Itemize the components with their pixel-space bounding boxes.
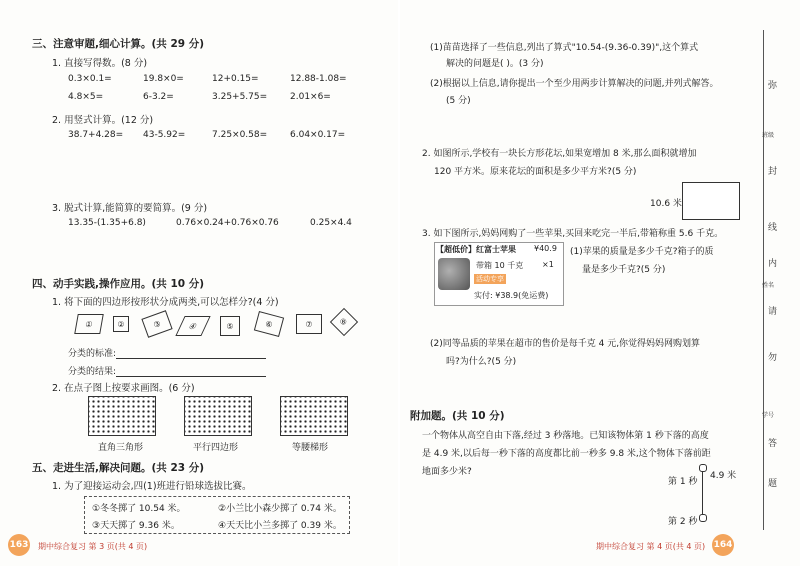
product-weight: 带箱 10 千克 [476,261,524,270]
page-number: 163 [8,534,30,556]
dot-grid[interactable] [88,396,156,436]
q2-item: 7.25×0.58= [212,130,268,140]
extra-title: 附加题。(共 10 分) [410,410,505,422]
classification-result [68,364,266,377]
promo-tag: 活动专享 [476,275,504,283]
q4-2-title: 2. 在点子图上按要求画图。(6 分) [52,383,195,394]
seal-char: 弥 [768,81,778,91]
q-part-2-points: (5 分) [446,96,471,106]
info-item: ②小兰比小森少掷了 0.74 米。 [218,504,342,514]
apple-image [438,258,470,290]
q2-title: 2. 用竖式计算。(12 分) [52,115,154,126]
q2-item: 43-5.92= [143,130,186,140]
seal-char: 内 [768,259,778,269]
shape-label: ⑧ [340,317,348,327]
q1-item: 3.25+5.75= [212,92,268,102]
fall-second-2: 第 2 秒 [668,517,698,527]
q3-item: 0.25×4.4 [310,218,352,228]
left-page [0,0,398,566]
q1-item: 12.88-1.08= [290,74,347,84]
grid-caption: 平行四边形 [193,443,239,453]
quadrilateral-shape [141,310,172,338]
seal-char: 封 [768,167,778,177]
dot-grid[interactable] [280,396,348,436]
shape-label: ① [84,319,94,329]
q3-item: 0.76×0.24+0.76×0.76 [176,218,279,228]
q3-2-text: (2)同等品质的苹果在超市的售价是每千克 4 元,你觉得妈妈网购划算 [430,339,701,349]
fall-line [702,466,703,516]
seal-field-label: 姓名 [762,282,775,289]
seal-char: 勿 [768,353,778,363]
q3-text: 3. 如下图所示,妈妈网购了一些苹果,买回来吃完一半后,带箱称重 5.6 千克。 [422,229,724,239]
quadrilateral-shape [113,316,129,332]
product-paid: 实付: ¥38.9(免运费) [474,291,549,300]
shape-label: ③ [152,318,162,330]
extra-text: 是 4.9 米,以后每一秒下落的高度都比前一秒多 9.8 米,这个物体下落前距 [422,449,711,459]
seal-char: 线 [768,223,778,233]
fall-height-1: 4.9 米 [710,471,737,481]
dot-grid[interactable] [184,396,252,436]
q1-item: 4.8×5= [68,92,104,102]
quadrilateral-shape [220,316,240,336]
classification-standard [68,346,266,359]
q3-item: 13.35-(1.35+6.8) [68,218,146,228]
product-qty: ×1 [542,260,554,269]
q1-item: 19.8×0= [143,74,184,84]
flowerbed-rectangle [682,182,740,220]
answer-line[interactable] [116,366,266,377]
result-label: 分类的结果: [68,367,117,377]
section-4-title: 四、动手实践,操作应用。(共 10 分) [32,278,205,290]
q3-title: 3. 脱式计算,能简算的要简算。(9 分) [52,203,208,214]
seal-char: 题 [768,479,778,489]
info-item: ④天天比小兰多掷了 0.39 米。 [218,521,342,531]
seal-line [763,30,786,530]
quadrilateral-shape [296,314,322,334]
grid-caption: 等腰梯形 [292,443,329,453]
seal-field-label: 学号 [762,412,775,419]
q4-1-title: 1. 将下面的四边形按形状分成两类,可以怎样分?(4 分) [52,297,279,308]
page-footer: 期中综合复习 第 4 页(共 4 页) [596,542,706,551]
grid-caption: 直角三角形 [98,443,144,453]
q3-2-text: 吗?为什么?(5 分) [446,357,517,367]
quadrilateral-shape [330,308,358,336]
q2-text: 120 平方米。原来花坛的面积是多少平方米?(5 分) [434,167,637,177]
extra-text: 一个物体从高空自由下落,经过 3 秒落地。已知该物体第 1 秒下落的高度 [422,431,709,441]
q2-item: 38.7+4.28= [68,130,124,140]
product-title: 【超低价】红富士苹果 [436,245,516,254]
q1-item: 2.01×6= [290,92,331,102]
answer-line[interactable] [116,348,266,359]
rect-width-label: 10.6 米 [650,199,682,209]
q3-1-text: 量是多少千克?(5 分) [582,265,666,275]
object-dot [699,464,707,472]
q-part-2: (2)根据以上信息,请你提出一个至少用两步计算解决的问题,并列式解答。 [430,79,719,89]
q-part-1: (1)苗苗选择了一些信息,列出了算式"10.54-(9.36-0.39)",这个算式 [430,43,699,53]
info-item: ①冬冬掷了 10.54 米。 [92,504,186,514]
shape-label: ⑥ [264,318,274,330]
shape-label: ⑦ [305,319,313,329]
extra-text: 地面多少米? [422,467,472,477]
page-number: 164 [712,534,734,556]
quadrilateral-shape [74,314,104,334]
q1-item: 12+0.15= [212,74,259,84]
fall-second-1: 第 1 秒 [668,477,698,487]
q1-title: 1. 直接写得数。(8 分) [52,58,148,69]
q3-1-text: (1)苹果的质量是多少千克?箱子的质 [570,247,714,257]
seal-char: 请 [768,307,778,317]
q1-item: 0.3×0.1= [68,74,112,84]
product-price: ¥40.9 [534,244,557,253]
seal-char: 答 [768,439,778,449]
info-item: ③天天掷了 9.36 米。 [92,521,180,531]
object-dot [699,514,707,522]
quadrilateral-shape [175,316,210,336]
q2-text: 2. 如图所示,学校有一块长方形花坛,如果宽增加 8 米,那么面积就增加 [422,149,697,159]
q2-item: 6.04×0.17= [290,130,346,140]
std-label: 分类的标准: [68,349,117,359]
shape-label: ④ [187,321,199,331]
section-3-title: 三、注意审题,细心计算。(共 29 分) [32,38,205,50]
section-5-title: 五、走进生活,解决问题。(共 23 分) [32,462,205,474]
q5-1-title: 1. 为了迎接运动会,四(1)班进行铅球选拔比赛。 [52,481,252,492]
shape-label: ② [117,319,125,329]
quadrilateral-shape [254,311,284,337]
page-footer: 期中综合复习 第 3 页(共 4 页) [38,542,148,551]
q-part-1-answer: 解决的问题是( )。(3 分) [446,59,544,69]
seal-field-label: 班级 [762,132,775,139]
q1-item: 6-3.2= [143,92,174,102]
shape-label: ⑤ [226,321,234,331]
right-page [400,0,800,566]
